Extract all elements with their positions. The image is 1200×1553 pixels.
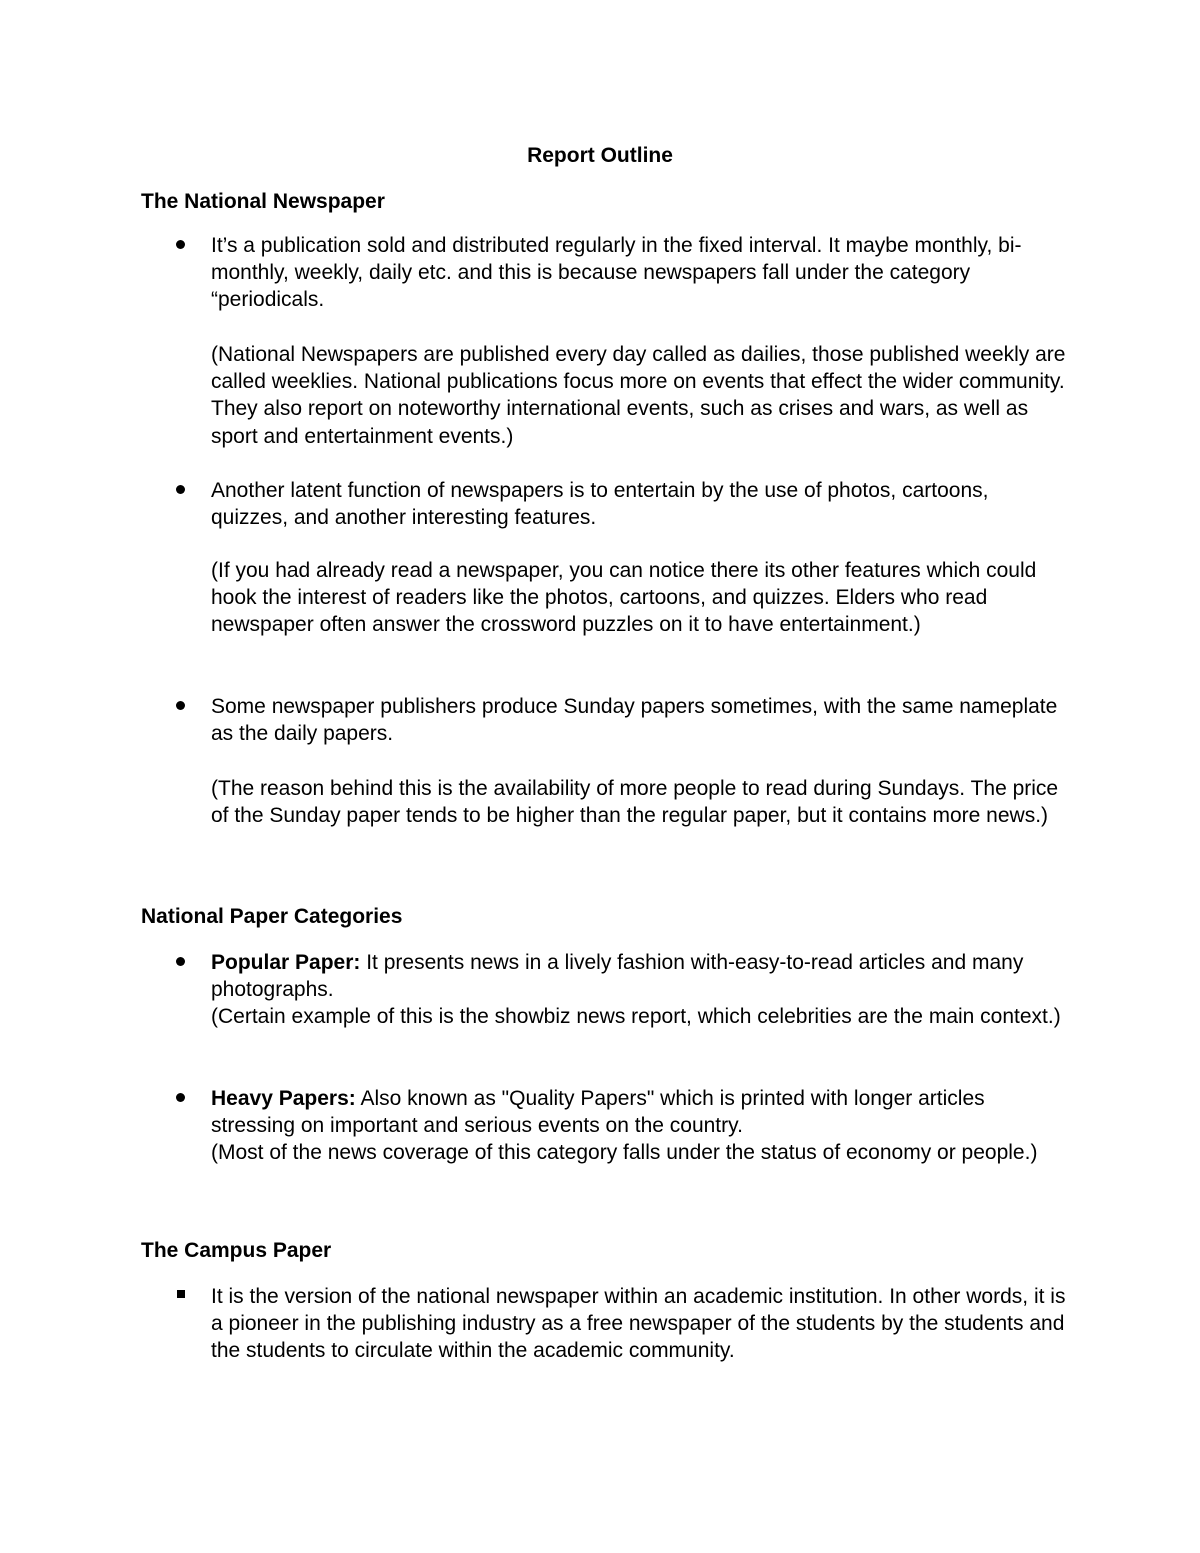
list-item-text: Another latent function of newspapers is to entertain by the use of photos, cartoons, quizzes, and another interesting features.	[211, 479, 989, 530]
list-item-note: (Certain example of this is the showbiz news report, which celebrities are the main context.)	[211, 1005, 1061, 1028]
list-item-note: (If you had already read a newspaper, you can notice there its other features which could hook the interest of readers like the photos, cartoons, and quizzes. Elders who read newspaper often answer the crossword puzzles on it to have entertainment.)	[211, 559, 1037, 637]
section-heading-national-newspaper: The National Newspaper	[141, 190, 385, 213]
list-item-note: (Most of the news coverage of this category falls under the status of economy or people.)	[211, 1141, 1038, 1164]
section-heading-campus-paper: The Campus Paper	[141, 1239, 332, 1262]
list-item-text: Some newspaper publishers produce Sunday papers sometimes, with the same nameplate as the daily papers.	[211, 695, 1058, 746]
section-heading-national-paper-categories: National Paper Categories	[141, 905, 403, 928]
square-bullet-icon	[177, 1290, 185, 1298]
term-description: It presents news in a lively fashion with-easy-to-read articles and many photographs.	[211, 951, 1024, 1002]
list-item-text: It’s a publication sold and distributed regularly in the fixed interval. It maybe monthly, bi-monthly, weekly, daily etc. and this is because newspapers fall under the category “periodicals.	[211, 234, 1022, 312]
term-label: Heavy Papers:	[211, 1087, 356, 1110]
list-item-text	[211, 949, 1071, 1003]
bullet-icon	[176, 701, 185, 710]
list-item-note: (National Newspapers are published every day called as dailies, those published weekly are called weeklies. National publications focus more on events that effect the wider community. They also report on noteworthy international events, such as crises and wars, as well as sport and entertainment events.)	[211, 343, 1066, 448]
bullet-icon	[176, 240, 185, 249]
list-item-text: It is the version of the national newspaper within an academic institution. In other words, it is a pioneer in the publishing industry as a free newspaper of the students by the students and the students to circulate within the academic community.	[211, 1285, 1066, 1363]
term-label: Popular Paper:	[211, 951, 361, 974]
bullet-icon	[176, 957, 185, 966]
list-item-note: (The reason behind this is the availability of more people to read during Sundays. The price of the Sunday paper tends to be higher than the regular paper, but it contains more news.)	[211, 777, 1059, 828]
document-title: Report Outline	[527, 144, 673, 167]
list-item-text	[211, 1085, 1071, 1139]
term-description: Also known as "Quality Papers" which is printed with longer articles stressing on important and serious events on the country.	[211, 1087, 985, 1138]
bullet-icon	[176, 485, 185, 494]
bullet-icon	[176, 1093, 185, 1102]
